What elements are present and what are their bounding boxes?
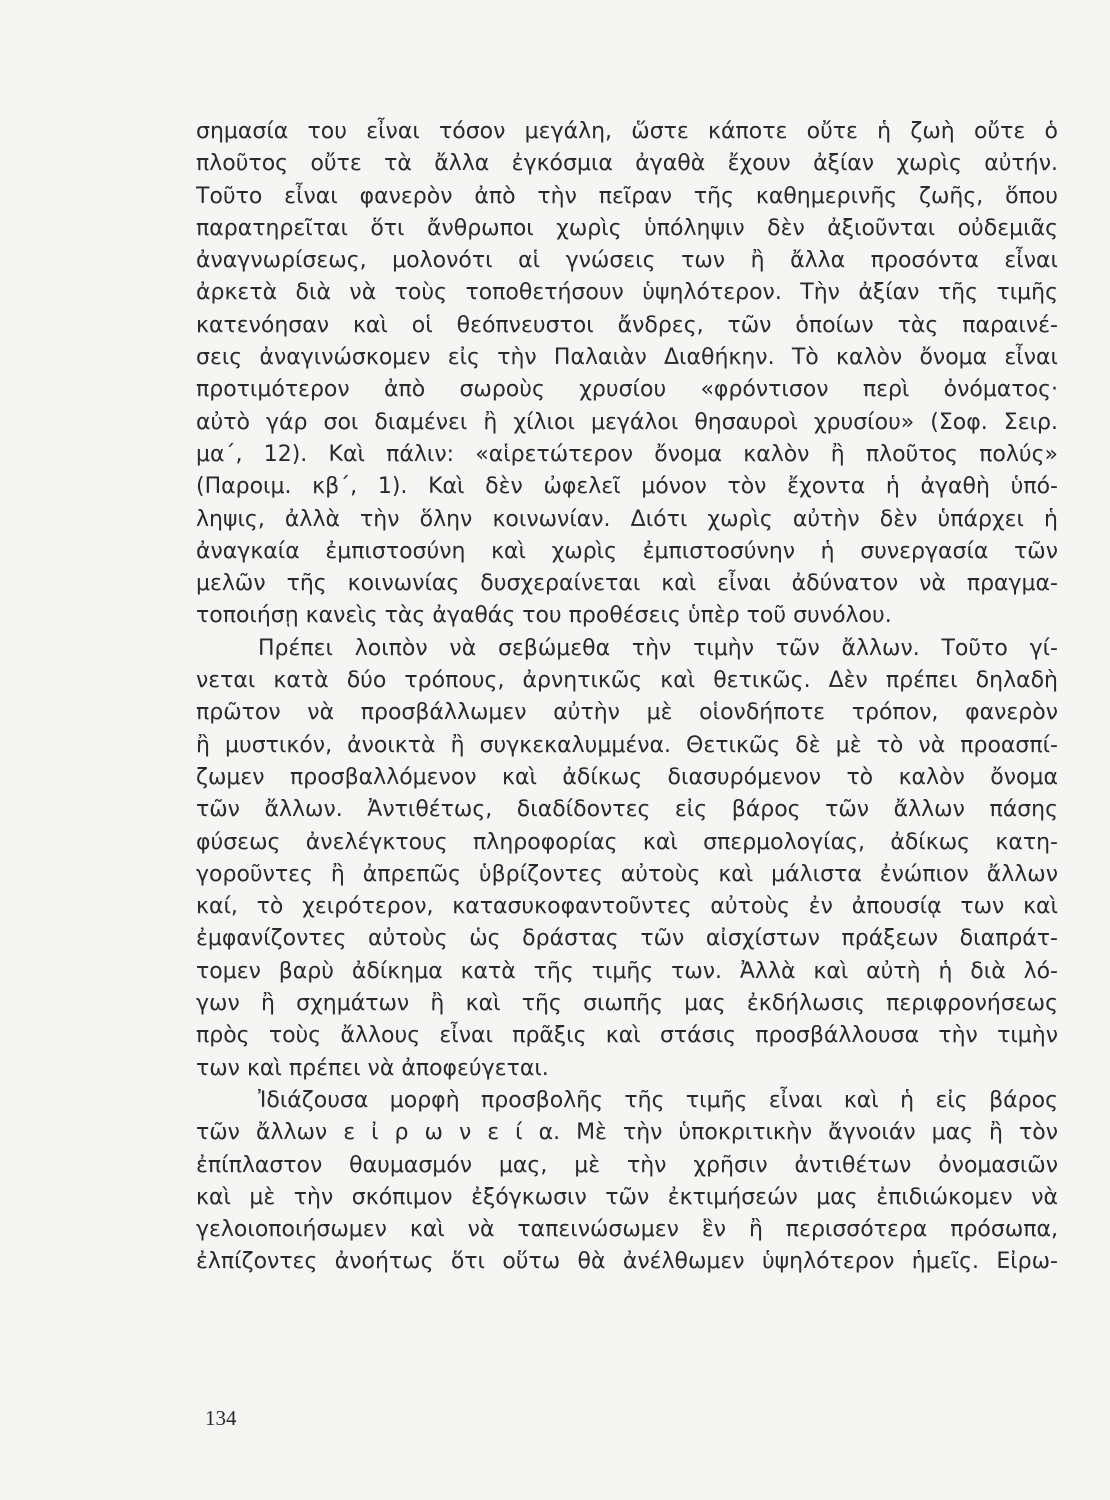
text-line: φύσεως ἀνελέγκτους πληροφορίας καὶ σπερμολογίας, ἀδίκως κατη- <box>196 829 1058 855</box>
body-text <box>196 116 1058 1279</box>
page-number: 134 <box>205 1406 237 1430</box>
text-line: μελῶν τῆς κοινωνίας δυσχεραίνεται καὶ εἶναι ἀδύνατον νὰ πραγμα- <box>196 571 1058 597</box>
text-line: γοροῦντες ἢ ἀπρεπῶς ὑβρίζοντες αὐτοὺς καὶ μάλιστα ἐνώπιον ἄλλων <box>196 861 1058 887</box>
text-line: ἀναγνωρίσεως, μολονότι αἱ γνώσεις των ἢ ἄλλα προσόντα εἶναι <box>196 248 1058 274</box>
text-line: γων ἢ σχημάτων ἢ καὶ τῆς σιωπῆς μας ἐκδήλωσις περιφρονήσεως <box>196 991 1058 1017</box>
text-line: καὶ μὲ τὴν σκόπιμον ἐξόγκωσιν τῶν ἐκτιμήσεών μας ἐπιδιώκομεν νὰ <box>196 1184 1058 1210</box>
text-line: σημασία του εἶναι τόσον μεγάλη, ὥστε κάποτε οὔτε ἡ ζωὴ οὔτε ὁ <box>196 119 1058 144</box>
text-line: κατενόησαν καὶ οἱ θεόπνευστοι ἄνδρες, τῶν ὁποίων τὰς παραινέ- <box>196 312 1058 338</box>
text-line: ἀναγκαία ἐμπιστοσύνη καὶ χωρὶς ἐμπιστοσύνην ἡ συνεργασία τῶν <box>196 538 1058 564</box>
text-line: ἐμφανίζοντες αὐτοὺς ὡς δράστας τῶν αἰσχίστων πράξεων διαπράτ- <box>196 926 1058 952</box>
text-line: σεις ἀναγινώσκομεν εἰς τὴν Παλαιὰν Διαθήκην. Τὸ καλὸν ὄνομα εἶναι <box>196 345 1058 371</box>
text-line: γελοιοποιήσωμεν καὶ νὰ ταπεινώσωμεν ἓν ἢ περισσότερα πρόσωπα, <box>196 1217 1058 1243</box>
text-line: ληψις, ἀλλὰ τὴν ὅλην κοινωνίαν. Διότι χωρὶς αὐτὴν δὲν ὑπάρχει ἡ <box>196 506 1058 532</box>
text-line: ἐλπίζοντες ἀνοήτως ὅτι οὕτω θὰ ἀνέλθωμεν ὑψηλότερον ἡμεῖς. Εἰρω- <box>196 1249 1058 1275</box>
text-line: καί, τὸ χειρότερον, κατασυκοφαντοῦντες αὐτοὺς ἐν ἀπουσίᾳ των καὶ <box>196 894 1058 920</box>
text-line: αὐτὸ γάρ σοι διαμένει ἢ χίλιοι μεγάλοι θησαυροὶ χρυσίου» (Σοφ. Σειρ. <box>196 409 1058 435</box>
text-line: πλοῦτος οὔτε τὰ ἄλλα ἐγκόσμια ἀγαθὰ ἔχουν ἀξίαν χωρὶς αὐτήν. <box>196 151 1058 177</box>
text-line: Τοῦτο εἶναι φανερὸν ἀπὸ τὴν πεῖραν τῆς καθημερινῆς ζωῆς, ὅπου <box>196 183 1058 209</box>
text-line: Πρέπει λοιπὸν νὰ σεβώμεθα τὴν τιμὴν τῶν ἄλλων. Τοῦτο γί- <box>258 635 1058 661</box>
text-line: ζωμεν προσβαλλόμενον καὶ ἀδίκως διασυρόμενον τὸ καλὸν ὄνομα <box>196 764 1058 790</box>
text-line: (Παροιμ. κβ΄, 1). Καὶ δὲν ὠφελεῖ μόνον τὸν ἔχοντα ἡ ἀγαθὴ ὑπό- <box>196 474 1058 500</box>
text-line: ἐπίπλαστον θαυμασμόν μας, μὲ τὴν χρῆσιν ἀντιθέτων ὀνομασιῶν <box>196 1152 1058 1178</box>
text-line: προτιμότερον ἀπὸ σωροὺς χρυσίου «φρόντισον περὶ ὀνόματος· <box>196 377 1058 403</box>
text-line: τομεν βαρὺ ἀδίκημα κατὰ τῆς τιμῆς των. Ἀλλὰ καὶ αὐτὴ ἡ διὰ λό- <box>196 958 1058 984</box>
text-line: ἀρκετὰ διὰ νὰ τοὺς τοποθετήσουν ὑψηλότερον. Τὴν ἀξίαν τῆς τιμῆς <box>196 280 1058 306</box>
text-line: ἢ μυστικόν, ἀνοικτὰ ἢ συγκεκαλυμμένα. Θετικῶς δὲ μὲ τὸ νὰ προασπί- <box>196 732 1058 758</box>
text-line: μα΄, 12). Καὶ πάλιν: «αἱρετώτερον ὄνομα καλὸν ἢ πλοῦτος πολύς» <box>196 441 1058 467</box>
text-line: πρῶτον νὰ προσβάλλωμεν αὐτὴν μὲ οἱονδήποτε τρόπον, φανερὸν <box>196 700 1058 726</box>
text-line: πρὸς τοὺς ἄλλους εἶναι πρᾶξις καὶ στάσις προσβάλλουσα τὴν τιμὴν <box>196 1023 1058 1049</box>
text-line: τῶν ἄλλων. Ἀντιθέτως, διαδίδοντες εἰς βάρος τῶν ἄλλων πάσης <box>196 797 1058 823</box>
text-line: Ἰδιάζουσα μορφὴ προσβολῆς τῆς τιμῆς εἶναι καὶ ἡ εἰς βάρος <box>258 1087 1058 1113</box>
text-line: παρατηρεῖται ὅτι ἄνθρωποι χωρὶς ὑπόληψιν δὲν ἀξιοῦνται οὐδεμιᾶς <box>196 215 1058 241</box>
text-line: τῶν ἄλλων ε ἰ ρ ω ν ε ί α. Μὲ τὴν ὑποκριτικὴν ἄγνοιάν μας ἢ τὸν <box>196 1120 1058 1146</box>
text-line: τοποιήσῃ κανεὶς τὰς ἀγαθάς του προθέσεις ὑπὲρ τοῦ συνόλου. <box>196 603 892 629</box>
text-line: των καὶ πρέπει νὰ ἀποφεύγεται. <box>196 1055 549 1081</box>
text-line: νεται κατὰ δύο τρόπους, ἀρνητικῶς καὶ θετικῶς. Δὲν πρέπει δηλαδὴ <box>196 668 1058 694</box>
